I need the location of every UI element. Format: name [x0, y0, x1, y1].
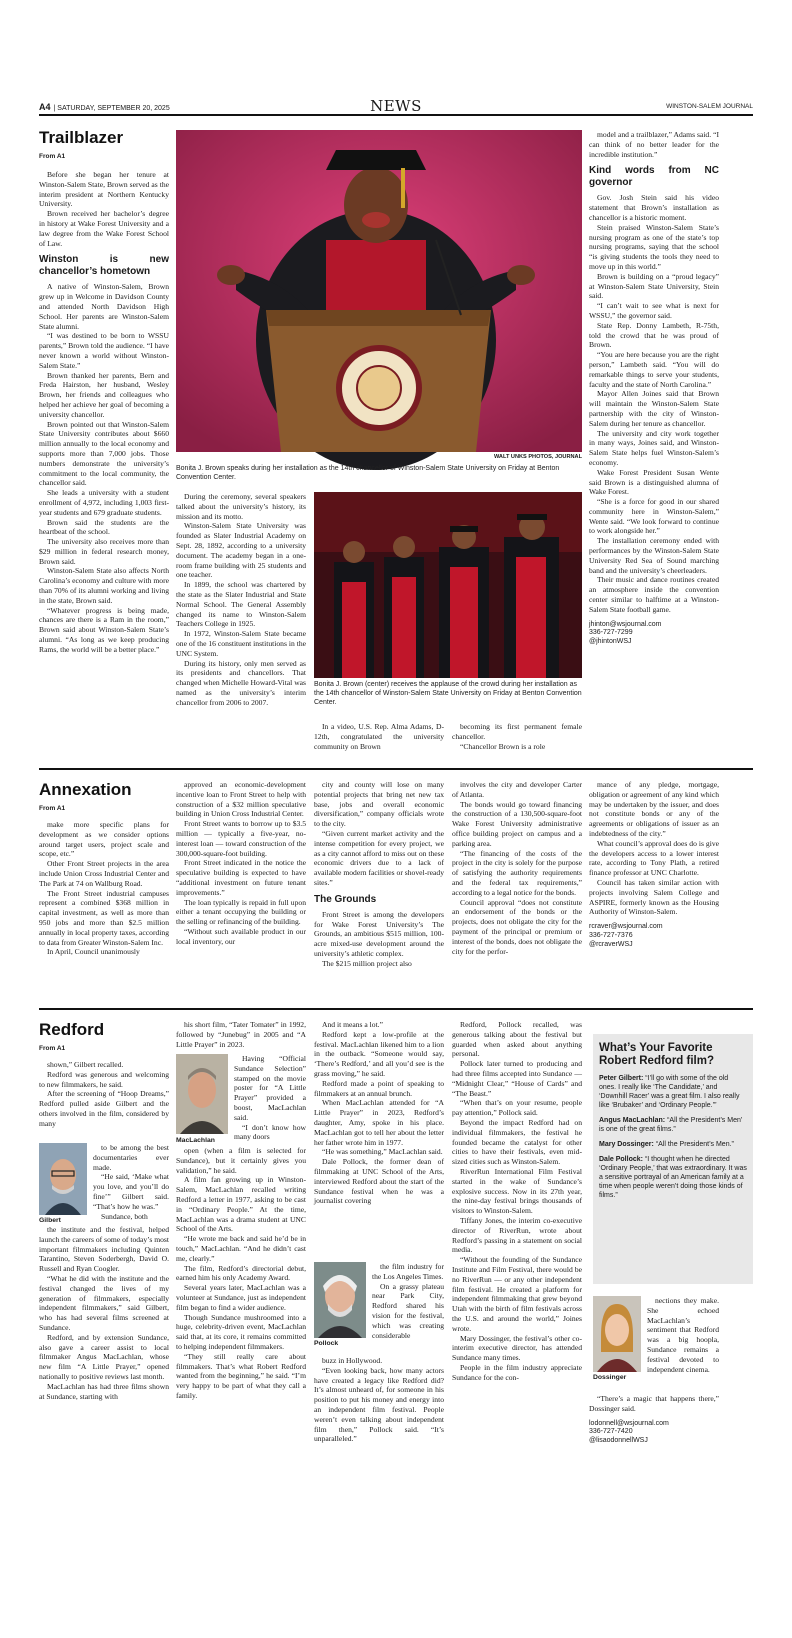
redford-column-4: [452, 1020, 582, 1458]
paragraph: Winston-Salem State University was founded as Slater Industrial Academy on Sept. 28, 1892, according to a university document. The academy began in a one-room frame building with 25 students and one teacher.: [176, 521, 306, 580]
paragraph: A film fan growing up in Winston-Salem, MacLachlan recalled writing Redford a letter in 1977, asking to be cast in “Ordinary People.” At the time, MacLachlan was a drama student at UNC School of the Arts.: [176, 1175, 306, 1234]
paragraph: Beyond the impact Redford had on individual filmmakers, the festival he founded became the catalyst for other cities to have their festivals, even mid-sized cities such as Winston-Salem.: [452, 1117, 582, 1167]
trailblazer-jump: From A1: [39, 153, 66, 160]
paragraph: Redford was generous and welcoming to new filmmakers, he said.: [39, 1069, 169, 1089]
sidebar-entry: [599, 1155, 747, 1200]
annexation-col5-body: [589, 780, 719, 917]
sidebar-entry-name: Angus MacLachlan:: [599, 1117, 668, 1124]
paragraph: buzz in Hollywood.: [322, 1356, 383, 1365]
paragraph: In April, Council unanimously: [47, 947, 140, 957]
signature-line: @jhintonWSJ: [589, 638, 632, 646]
trailblazer-column-2: [176, 492, 306, 754]
sidebar-title: What’s Your Favorite Robert Redford film?: [599, 1042, 714, 1067]
sidebar-entry-text: “I thought when he directed ‘Ordinary People,’ that was extraordinary. It was a sensitive portrayal of an American family at a time when people weren’t doing those kinds of films.”: [599, 1156, 747, 1199]
paragraph: “She is a force for good in our shared community here in Winston-Salem,” Wente said. “We look forward to continue to work alongside her.”: [589, 497, 719, 536]
redford-col3-wrap: [372, 1262, 444, 1358]
paragraph: The installation ceremony ended with performances by the Winston-Salem State University Red Sea of Sound marching band and the university’s cheerleaders.: [589, 536, 719, 575]
signature-line: 336-727-7420: [589, 1428, 633, 1436]
redford-col1-wrap: [93, 1143, 169, 1225]
paragraph: And it means a lot.”: [322, 1020, 383, 1029]
paragraph: The Front Street industrial campuses represent a combined $368 million in capital investment, as well as more than 950 jobs and more than $2.5 million annually in local property taxes, according to data from Greater Winston-Salem Inc.: [39, 888, 169, 947]
trailblazer-col1-intro: [39, 170, 169, 248]
paragraph: “Chancellor Brown is a role: [460, 741, 546, 751]
paragraph: The bonds would go toward financing the construction of a 130,500-square-foot Wake Forest University administrative office building project on campus and a parking area.: [452, 799, 582, 848]
paragraph: becoming its first permanent female chancellor.: [452, 722, 582, 741]
paragraph: Front Street wants to borrow up to $3.5 million — typically a five-year, no-interest loan — toward construction of the 300,000-square-foot building.: [176, 819, 306, 858]
paragraph: city and county will lose on many potential projects that bring net new tax base, jobs and overall economic diversification,” company officials wrote to the city.: [314, 780, 444, 829]
paragraph: involves the city and developer Carter of Atlanta.: [452, 780, 582, 799]
paragraph: Council has taken similar action with projects involving Salem College and ASPIRE, formerly known as the Housing Authority of Winston-Salem.: [589, 877, 719, 917]
paragraph: In 1972, Winston-Salem State became one of the 16 constituent institutions in the UNC System.: [176, 629, 306, 658]
paragraph: Wake Forest President Susan Wente said Brown is a distinguished alumna of Wake Forest.: [589, 467, 719, 497]
paper-name: WINSTON-SALEM JOURNAL: [666, 103, 753, 110]
paragraph: “What he did with the institute and the festival changed the lives of my generation of filmmakers, especially independent filmmakers,” said Gilbert, who has had several films screened at Sundance.: [39, 1273, 169, 1332]
paragraph: the institute and the festival, helped launch the careers of some of today’s most important filmmakers including Quinten Tarantino, Steven Soderbergh, David O. Russell and Ryan Coogler.: [39, 1225, 169, 1274]
redford-signature: [589, 1420, 719, 1446]
dossinger-portrait: [593, 1296, 641, 1372]
paragraph: MacLachlan has had three films shown at Sundance, starting with: [39, 1381, 169, 1401]
paragraph: A native of Winston-Salem, Brown grew up in Welcome in Davidson County and attended North Davidson High School. Her parents are Winston-Salem State alumni.: [39, 282, 169, 331]
paragraph: “Without the founding of the Sundance Institute and Film Festival, there would be no RiverRun — or any other independent film festival. He created a platform for independent filmmaking that grew beyond Utah with the birth of film festivals across the U.S. and around the world,” Joines wrote.: [452, 1255, 582, 1333]
paragraph: model and a trailblazer,” Adams said. “I can think of no better leader for the incredible institution.”: [589, 130, 719, 159]
redford-jump: From A1: [39, 1045, 66, 1052]
paragraph: nections they make. She echoed MacLachlan’s sentiment that Redford was a big hoopla, Sundance remains a festival devoted to independent cinema.: [647, 1296, 719, 1374]
paragraph: his short film, “Tater Tomater” in 1992, followed by “Junebug” in 2005 and “A Little Prayer” in 2023.: [176, 1020, 306, 1049]
dossinger-label: Dossinger: [593, 1374, 627, 1381]
paragraph: In a video, U.S. Rep. Alma Adams, D-12th, congratulated the university community on Brown: [314, 722, 444, 751]
paragraph: Stein praised Winston-Salem State’s nursing program as one of the state’s top nursing programs, saying that the school “is giving students the tools they need to move up in this world.”: [589, 222, 719, 271]
paragraph: Gov. Josh Stein said his video statement that Brown’s installation as chancellor is a historic moment.: [589, 193, 719, 222]
sidebar-entry-text: “I’ll go with some of the old ones. I really like ‘The Candidate,’ and ‘Downhill Racer’ was a great film. I also really like ‘Brubaker’ and ‘Ordinary People.’”: [599, 1075, 740, 1109]
paragraph: mance of any pledge, mortgage, obligation or agreement of any kind which may be undertaken by the issuer, and does not constitute bonds or any of the agreements or obligations of issuer as an indebtedness of the city.”: [589, 780, 719, 838]
secondary-photo: [314, 492, 582, 678]
paragraph: “He wrote me back and said he’d be in touch,” MacLachlan. “And he didn’t cast me, clearly.”: [176, 1234, 306, 1263]
maclachlan-mug: [176, 1054, 228, 1134]
maclachlan-label: MacLachlan: [176, 1137, 215, 1144]
paragraph: Pollock later turned to producing and had three films accepted into Sundance — “Midnight Clear,” “House of Cards” and “The Beast.”: [452, 1059, 582, 1098]
pollock-portrait: [314, 1262, 366, 1338]
paragraph: The $215 million project also: [322, 958, 412, 968]
paragraph: Brown said the students are the heartbeat of the school.: [39, 517, 169, 537]
secondary-photo-caption: Bonita J. Brown (center) receives the applause of the crowd during her installation as the 14th chancellor of Winston-Salem State University on Friday at Benton Convention Center.: [314, 681, 582, 706]
paragraph: Mayor Allen Joines said that Brown will maintain the Winston-Salem State partnership with the city of Winston-Salem during her tenure as chancellor.: [589, 389, 719, 428]
paragraph: During its history, only men served as its presidents and chancellors. That changed when Michelle Howard-Vital was named as the university’s interim chancellor from 2006 to 2007.: [176, 658, 306, 707]
redford-col1-bottom: [39, 1225, 169, 1459]
paragraph: Brown thanked her parents, Bern and Freda Hairston, her husband, Wesley Brown, her friends and colleagues who helped her achieve her goal of becoming a university chancellor.: [39, 370, 169, 419]
chancellor-speaking-image: [176, 130, 582, 452]
paragraph: Sundance, both: [101, 1211, 148, 1221]
paragraph: The loan typically is repaid in full upon either a tenant occupying the building or the selling or refinancing of the building.: [176, 897, 306, 927]
paragraph: In 1899, the school was chartered by the state as the Slater Industrial and State Normal School. The General Assembly changed its name to Winston-Salem Teachers College in 1925.: [176, 580, 306, 629]
paragraph: Front Street indicated in the notice the speculative building is expected to have “additional investment on future tenant improvements.”: [176, 858, 306, 897]
redford-col5-bottom: [589, 1394, 719, 1458]
paragraph: open (when a film is selected for Sundance), but it certainly gives you validation,” he said.: [176, 1146, 306, 1175]
annexation-col3-body: [314, 910, 444, 969]
paragraph: “Even looking back, how many actors have created a legacy like Redford did? It’s almost unheard of, for someone in his position to put his money and energy into an independent film festival. People weren’t even talking about independent film then,” Pollock said. “It’s unparalleled.”: [314, 1365, 444, 1444]
paragraph: “I don’t know how many doors: [234, 1122, 306, 1142]
trailblazer-column-3: [314, 722, 444, 756]
annexation-column-1: [39, 820, 169, 1002]
paragraph: People in the film industry appreciate Sundance for the con-: [452, 1362, 582, 1382]
signature-line: rcraver@wsjournal.com: [589, 923, 663, 931]
paragraph: “They still really care about filmmakers. That’s what Robert Redford wanted from the beginning,” he said. “I’m very happy to be part of what they call a family.: [176, 1351, 306, 1400]
paragraph: Mary Dossinger, the festival’s other co-interim executive director, has attended Sundance many times.: [452, 1333, 582, 1363]
paragraph: The university also receives more than $29 million in federal research money, Brown said.: [39, 537, 169, 566]
main-photo-credit: WALT UNKS PHOTOS, JOURNAL: [493, 454, 582, 460]
trailblazer-column-1: [39, 170, 169, 756]
paragraph: “The financing of the costs of the project in the city is solely for the purpose of satisfying the authority requirements and the federal tax requirements,” according to a legal notice for the bonds.: [452, 848, 582, 897]
paragraph: “There’s a magic that happens there,” Dossinger said.: [589, 1394, 719, 1413]
paragraph: “Without such available product in our local inventory, our: [176, 926, 306, 946]
trailblazer-headline: Trailblazer: [39, 128, 124, 147]
paragraph: Winston-Salem State also affects North Carolina’s economy and culture with more than 70% of its alumni working and living in the state, Brown said.: [39, 566, 169, 605]
annexation-column-4: [452, 780, 582, 1002]
trailblazer-col5-body: [589, 193, 719, 614]
paragraph: State Rep. Donny Lambeth, R-75th, told the crowd that he was proud of Brown.: [589, 320, 719, 350]
trailblazer-col5-intro: [589, 130, 719, 159]
paragraph: Dale Pollock, the former dean of filmmaking at UNC School of the Arts, interviewed Redford about the start of the Sundance festival when he was a journalist covering: [314, 1157, 444, 1206]
trailblazer-column-5: [589, 130, 719, 756]
pollock-mug: [314, 1262, 366, 1338]
paragraph: Redford made a point of speaking to filmmakers at an annual brunch.: [314, 1078, 444, 1098]
paragraph: shown,” Gilbert recalled.: [47, 1060, 124, 1069]
paragraph: During the ceremony, several speakers talked about the university’s history, its mission and its motto.: [176, 492, 306, 521]
gilbert-mug: [39, 1143, 87, 1215]
paragraph: approved an economic-development incentive loan to Front Street to help with construction of a $32 million speculative building in Union Cross Industrial Center.: [176, 780, 306, 819]
sidebar-entry: [599, 1074, 747, 1110]
trailblazer-col1-body: [39, 282, 169, 654]
paragraph: Tiffany Jones, the interim co-executive director of RiverRun, wrote about Redford’s passing in a statement on social media.: [452, 1215, 582, 1255]
signature-line: @lisaodonnellWSJ: [589, 1437, 648, 1445]
section-divider-2: [39, 1008, 753, 1010]
paragraph: RiverRun International Film Festival started in the wake of Sundance’s explosive success. Now in its 27th year, the nine-day festival brings thousands of visitors to Winston-Salem.: [452, 1166, 582, 1216]
section-divider-1: [39, 768, 753, 770]
signature-line: 336-727-7299: [589, 629, 633, 637]
annexation-column-2: [176, 780, 306, 1002]
main-photo: [176, 130, 582, 452]
trailblazer-signature: [589, 621, 719, 647]
annexation-subhead-grounds: The Grounds: [314, 893, 377, 905]
page-date: SATURDAY, SEPTEMBER 20, 2025: [57, 105, 170, 112]
redford-col3-bottom: [314, 1356, 444, 1458]
paragraph: “Whatever progress is being made, chances are there is a Ram in the room,” Brown said about Winston-Salem State’s alumni. “As long as we keep producing Rams, the world will be a better place.”: [39, 605, 169, 654]
redford-col2-top: [176, 1020, 306, 1050]
redford-col3-top: [314, 1020, 444, 1254]
annexation-column-5: [589, 780, 719, 1002]
paragraph: “Given current market activity and the intense competition for every project, we as a city cannot afford to miss out on these economic drivers due to a lack of available modern facilities or shovel-ready sites.”: [314, 828, 444, 887]
paragraph: On a grassy plateau near Park City, Redford shared his vision for the festival, which was creating considerable: [372, 1281, 444, 1340]
sidebar-entry-text: “All the President’s Men’ is one of the great films.”: [599, 1117, 743, 1133]
page-number: A4: [39, 102, 51, 112]
paragraph: make more specific plans for development as we consider options around target users, project scale and scope, etc.”: [39, 820, 169, 859]
paragraph: “When that’s on your resume, people pay attention,” Pollock said.: [452, 1098, 582, 1118]
paragraph: “I was destined to be born to WSSU parents,” Brown told the audience. “I have never known a world without Winston-Salem State.”: [39, 331, 169, 370]
paragraph: to be among the best documentaries ever made.: [93, 1143, 169, 1172]
paragraph: the film industry for the Los Angeles Times.: [372, 1262, 444, 1281]
redford-col1-top: [39, 1060, 169, 1140]
annexation-headline: Annexation: [39, 780, 132, 799]
sidebar-entry-name: Peter Gilbert:: [599, 1075, 646, 1082]
main-photo-caption: Bonita J. Brown speaks during her installation as the 14th chancellor of Winston-Salem State University on Friday at Benton Convention Center.: [176, 465, 560, 481]
redford-col2-bottom: [176, 1146, 306, 1458]
signature-line: lodonnell@wsjournal.com: [589, 1419, 669, 1427]
paragraph: Redford, Pollock recalled, was generous talking about the festival but guarded when asked about anything personal.: [452, 1020, 582, 1059]
paragraph: What council’s approval does do is give the developers access to a lower interest rate, according to Tony Plath, a retired finance professor at UNC Charlotte.: [589, 838, 719, 878]
paragraph: After the screening of “Hoop Dreams,” Redford pulled aside Gilbert and the others involved in the film, considered by many: [39, 1089, 169, 1128]
paragraph: Redford kept a low-profile at the festival. MacLachlan likened him to a lion in the outback. “Someone would say, ‘There’s Redford,’ and all you’d see is the grass moving,” he said.: [314, 1029, 444, 1078]
page-header: [39, 97, 753, 116]
redford-col5-body: [589, 1394, 719, 1414]
section-name: NEWS: [370, 97, 422, 115]
paragraph: The film, Redford’s directorial debut, earned him his only Academy Award.: [176, 1263, 306, 1283]
paragraph: Brown pointed out that Winston-Salem State University contributes about $660 million annually to the local economy and supports more than 7,000 jobs. Those numbers demonstrate the university’s commitment to the local community, the chancellor said.: [39, 419, 169, 488]
paragraph: Before she began her tenure at Winston-Salem State, Brown served as the interim president at Northern Kentucky University.: [39, 170, 169, 209]
annexation-jump: From A1: [39, 805, 66, 812]
paragraph: When MacLachlan attended for “A Little Prayer” in 2023, Redford’s daughter, Amy, spoke in his place. MacLachlan got to tell her about the letter her father wrote him in 1977.: [314, 1098, 444, 1147]
redford-col5-wrap: [647, 1296, 719, 1384]
paragraph: Front Street is among the developers for Wake Forest University’s The Grounds, an ambitious $515 million, 100-acre mixed-use development around the university’s athletic complex.: [314, 909, 444, 958]
annexation-signature: [589, 923, 719, 949]
redford-headline: Redford: [39, 1020, 105, 1039]
pollock-label: Pollock: [314, 1340, 339, 1347]
redford-col2-wrap: [234, 1054, 306, 1142]
sidebar-entry-text: “All the President’s Men.”: [655, 1141, 734, 1148]
sidebar-entry: [599, 1140, 747, 1149]
signature-line: jhinton@wsjournal.com: [589, 620, 662, 628]
sidebar-entry-name: Dale Pollock:: [599, 1156, 645, 1163]
gilbert-portrait: [39, 1143, 87, 1215]
paragraph: “I can’t wait to see what is next for WSSU,” the governor said.: [589, 301, 719, 320]
trailblazer-subhead-governor: Kind words from NC governor: [589, 165, 719, 189]
trailblazer-subhead-hometown: Winston is new chancellor’s hometown: [39, 254, 169, 278]
paragraph: Several years later, MacLachlan was a volunteer at Sundance, just as independent film began to find a wider audience.: [176, 1283, 306, 1312]
paragraph: Though Sundance mushroomed into a huge, celebrity-driven event, MacLachlan said that, at its core, it remains committed to helping independent filmmakers.: [176, 1312, 306, 1351]
paragraph: “He said, ‘Make what you love, and you’ll do fine’” Gilbert said. “That’s how he was.”: [93, 1172, 169, 1211]
paragraph: Brown received her bachelor’s degree in history at Wake Forest University and a law degree from the Wake Forest School of Law.: [39, 209, 169, 248]
paragraph: Redford, and by extension Sundance, also gave a career assist to local filmmaker Angus MacLachlan, whose new film “A Little Prayer,” opened nationally to positive reviews last month.: [39, 1332, 169, 1381]
applause-image: [314, 492, 582, 678]
signature-line: 336-727-7376: [589, 931, 633, 939]
paragraph: Other Front Street projects in the area include Union Cross Industrial Center and The Park at 74 on Wallburg Road.: [39, 859, 169, 888]
paragraph: She leads a university with a student enrollment of 4,972, including 1,003 first-year students and 679 graduate students.: [39, 488, 169, 517]
trailblazer-column-4: [452, 722, 582, 756]
paragraph: Council approval “does not constitute an endorsement of the bonds or the projects, does not obligate the city for the payment of the principal or premium or interest of the bonds, does not obligate the city for the perfor-: [452, 897, 582, 956]
paragraph: Their music and dance routines created an atmosphere inside the convention center similar to halftime at a Winston-Salem State football game.: [589, 575, 719, 614]
paragraph: The university and city work together in many ways, Joines said, and Winston-Salem State helps fuel Winston-Salem’s economy.: [589, 428, 719, 467]
dossinger-mug: [593, 1296, 641, 1372]
annexation-column-3: [314, 780, 444, 1002]
signature-line: @rcraverWSJ: [589, 940, 633, 948]
sidebar-entry-name: Mary Dossinger:: [599, 1141, 656, 1148]
gilbert-label: Gilbert: [39, 1217, 61, 1224]
favorite-film-sidebar: [593, 1034, 753, 1284]
paragraph: Brown is building on a “proud legacy” at Winston-Salem State University, Stein said.: [589, 271, 719, 301]
paragraph: “He was something,” MacLachlan said.: [322, 1147, 443, 1157]
paragraph: Having “Official Sundance Selection” stamped on the movie poster for “A Little Prayer” provided a boost, MacLachlan said.: [234, 1054, 306, 1122]
sidebar-entry: [599, 1116, 747, 1134]
paragraph: “You are here because you are the right person,” Lambeth said. “You will do remarkable things to serve your students, faculty and the state of North Carolina.”: [589, 350, 719, 389]
sidebar-entries: [599, 1074, 747, 1200]
page-folio: A4 | SATURDAY, SEPTEMBER 20, 2025: [39, 102, 170, 112]
annexation-col3-top: [314, 780, 444, 888]
maclachlan-portrait: [176, 1054, 228, 1134]
